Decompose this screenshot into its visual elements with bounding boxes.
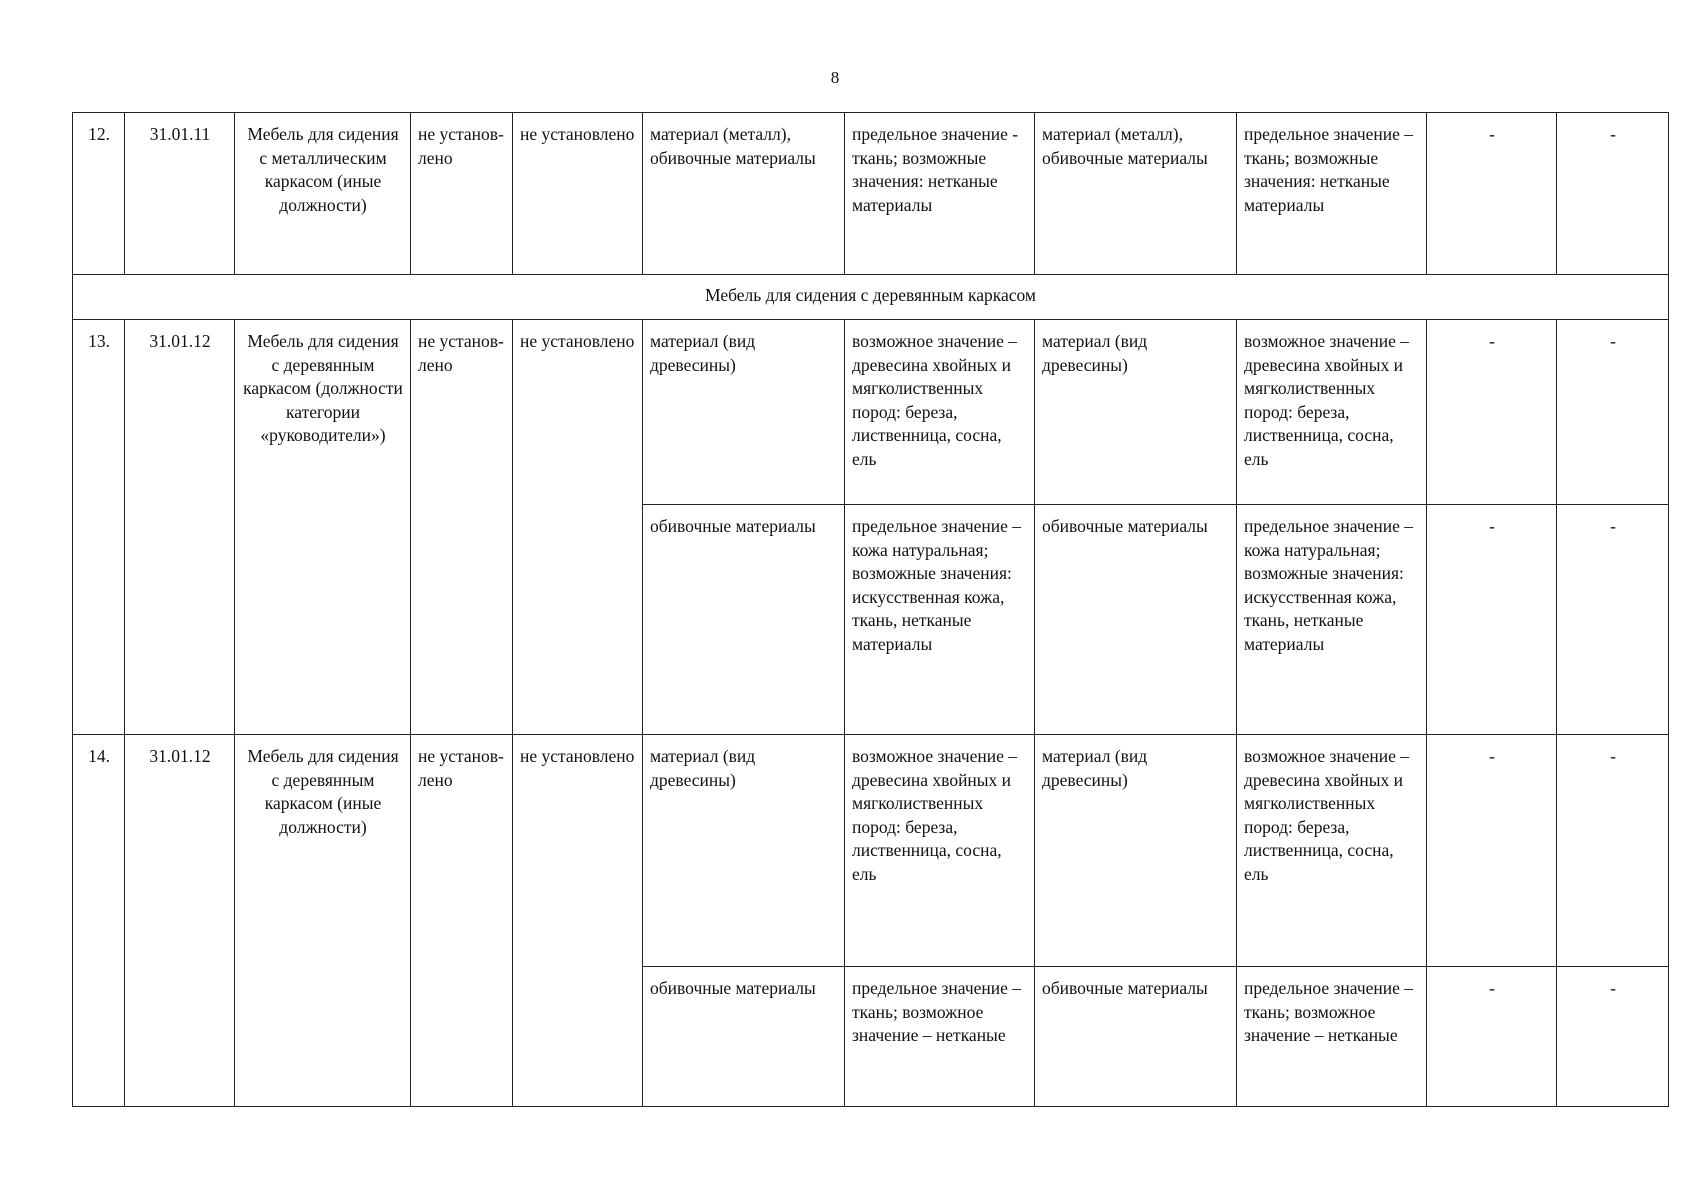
characteristic-cell: материал (вид древесины) <box>1035 735 1237 967</box>
requirement-cell: не установлено <box>513 735 643 1107</box>
value-cell: предельное значение – кожа натуральная; возможные значения: искусственная кожа, ткань, нетканые материалы <box>845 505 1035 735</box>
dash-cell: - <box>1557 113 1669 275</box>
item-name: Мебель для сидения с деревянным каркасом (иные должности) <box>235 735 411 1107</box>
item-name: Мебель для сидения с металлическим каркасом (иные должности) <box>235 113 411 275</box>
dash-cell: - <box>1427 113 1557 275</box>
page-number: 8 <box>830 68 840 87</box>
section-row <box>73 275 1669 320</box>
value-cell: предельное значение – ткань; возможное значение – нетканые <box>845 967 1035 1107</box>
table-row <box>73 113 1669 275</box>
characteristic-cell: обивочные материалы <box>1035 505 1237 735</box>
characteristic-cell: материал (металл), обивочные материалы <box>643 113 845 275</box>
dash-cell: - <box>1557 320 1669 505</box>
characteristic-cell: обивочные материалы <box>1035 967 1237 1107</box>
row-number: 13. <box>73 320 125 735</box>
requirement-cell: не установ-лено <box>411 113 513 275</box>
okpd-code: 31.01.12 <box>125 735 235 1107</box>
value-cell: возможное значение – древесина хвойных и мягколиственных пород: береза, лиственница, сосна, ель <box>845 735 1035 967</box>
value-cell: предельное значение – кожа натуральная; возможные значения: искусственная кожа, ткань, нетканые материалы <box>1237 505 1427 735</box>
requirements-table <box>72 112 1669 1107</box>
dash-cell: - <box>1427 735 1557 967</box>
row-number: 12. <box>73 113 125 275</box>
item-name: Мебель для сидения с деревянным каркасом (должности категории «руководители») <box>235 320 411 735</box>
characteristic-cell: материал (вид древесины) <box>643 320 845 505</box>
value-cell: предельное значение – ткань; возможное значение – нетканые <box>1237 967 1427 1107</box>
value-cell: возможное значение – древесина хвойных и мягколиственных пород: береза, лиственница, сосна, ель <box>845 320 1035 505</box>
okpd-code: 31.01.12 <box>125 320 235 735</box>
dash-cell: - <box>1557 505 1669 735</box>
dash-cell: - <box>1557 735 1669 967</box>
value-cell: предельное значение – ткань; возможные значения: нетканые материалы <box>1237 113 1427 275</box>
characteristic-cell: материал (вид древесины) <box>643 735 845 967</box>
requirement-cell: не установ-лено <box>411 735 513 1107</box>
characteristic-cell: материал (металл), обивочные материалы <box>1035 113 1237 275</box>
requirement-cell: не установлено <box>513 113 643 275</box>
table-row <box>73 735 1669 967</box>
table-row <box>73 320 1669 505</box>
dash-cell: - <box>1427 320 1557 505</box>
row-number: 14. <box>73 735 125 1107</box>
value-cell: возможное значение – древесина хвойных и мягколиственных пород: береза, лиственница, сосна, ель <box>1237 320 1427 505</box>
okpd-code: 31.01.11 <box>125 113 235 275</box>
characteristic-cell: обивочные материалы <box>643 967 845 1107</box>
dash-cell: - <box>1427 967 1557 1107</box>
characteristic-cell: обивочные материалы <box>643 505 845 735</box>
characteristic-cell: материал (вид древесины) <box>1035 320 1237 505</box>
section-title: Мебель для сидения с деревянным каркасом <box>73 275 1669 320</box>
dash-cell: - <box>1557 967 1669 1107</box>
value-cell: предельное значение - ткань; возможные значения: нетканые материалы <box>845 113 1035 275</box>
requirement-cell: не установлено <box>513 320 643 735</box>
requirement-cell: не установ-лено <box>411 320 513 735</box>
value-cell: возможное значение – древесина хвойных и мягколиственных пород: береза, лиственница, сосна, ель <box>1237 735 1427 967</box>
dash-cell: - <box>1427 505 1557 735</box>
